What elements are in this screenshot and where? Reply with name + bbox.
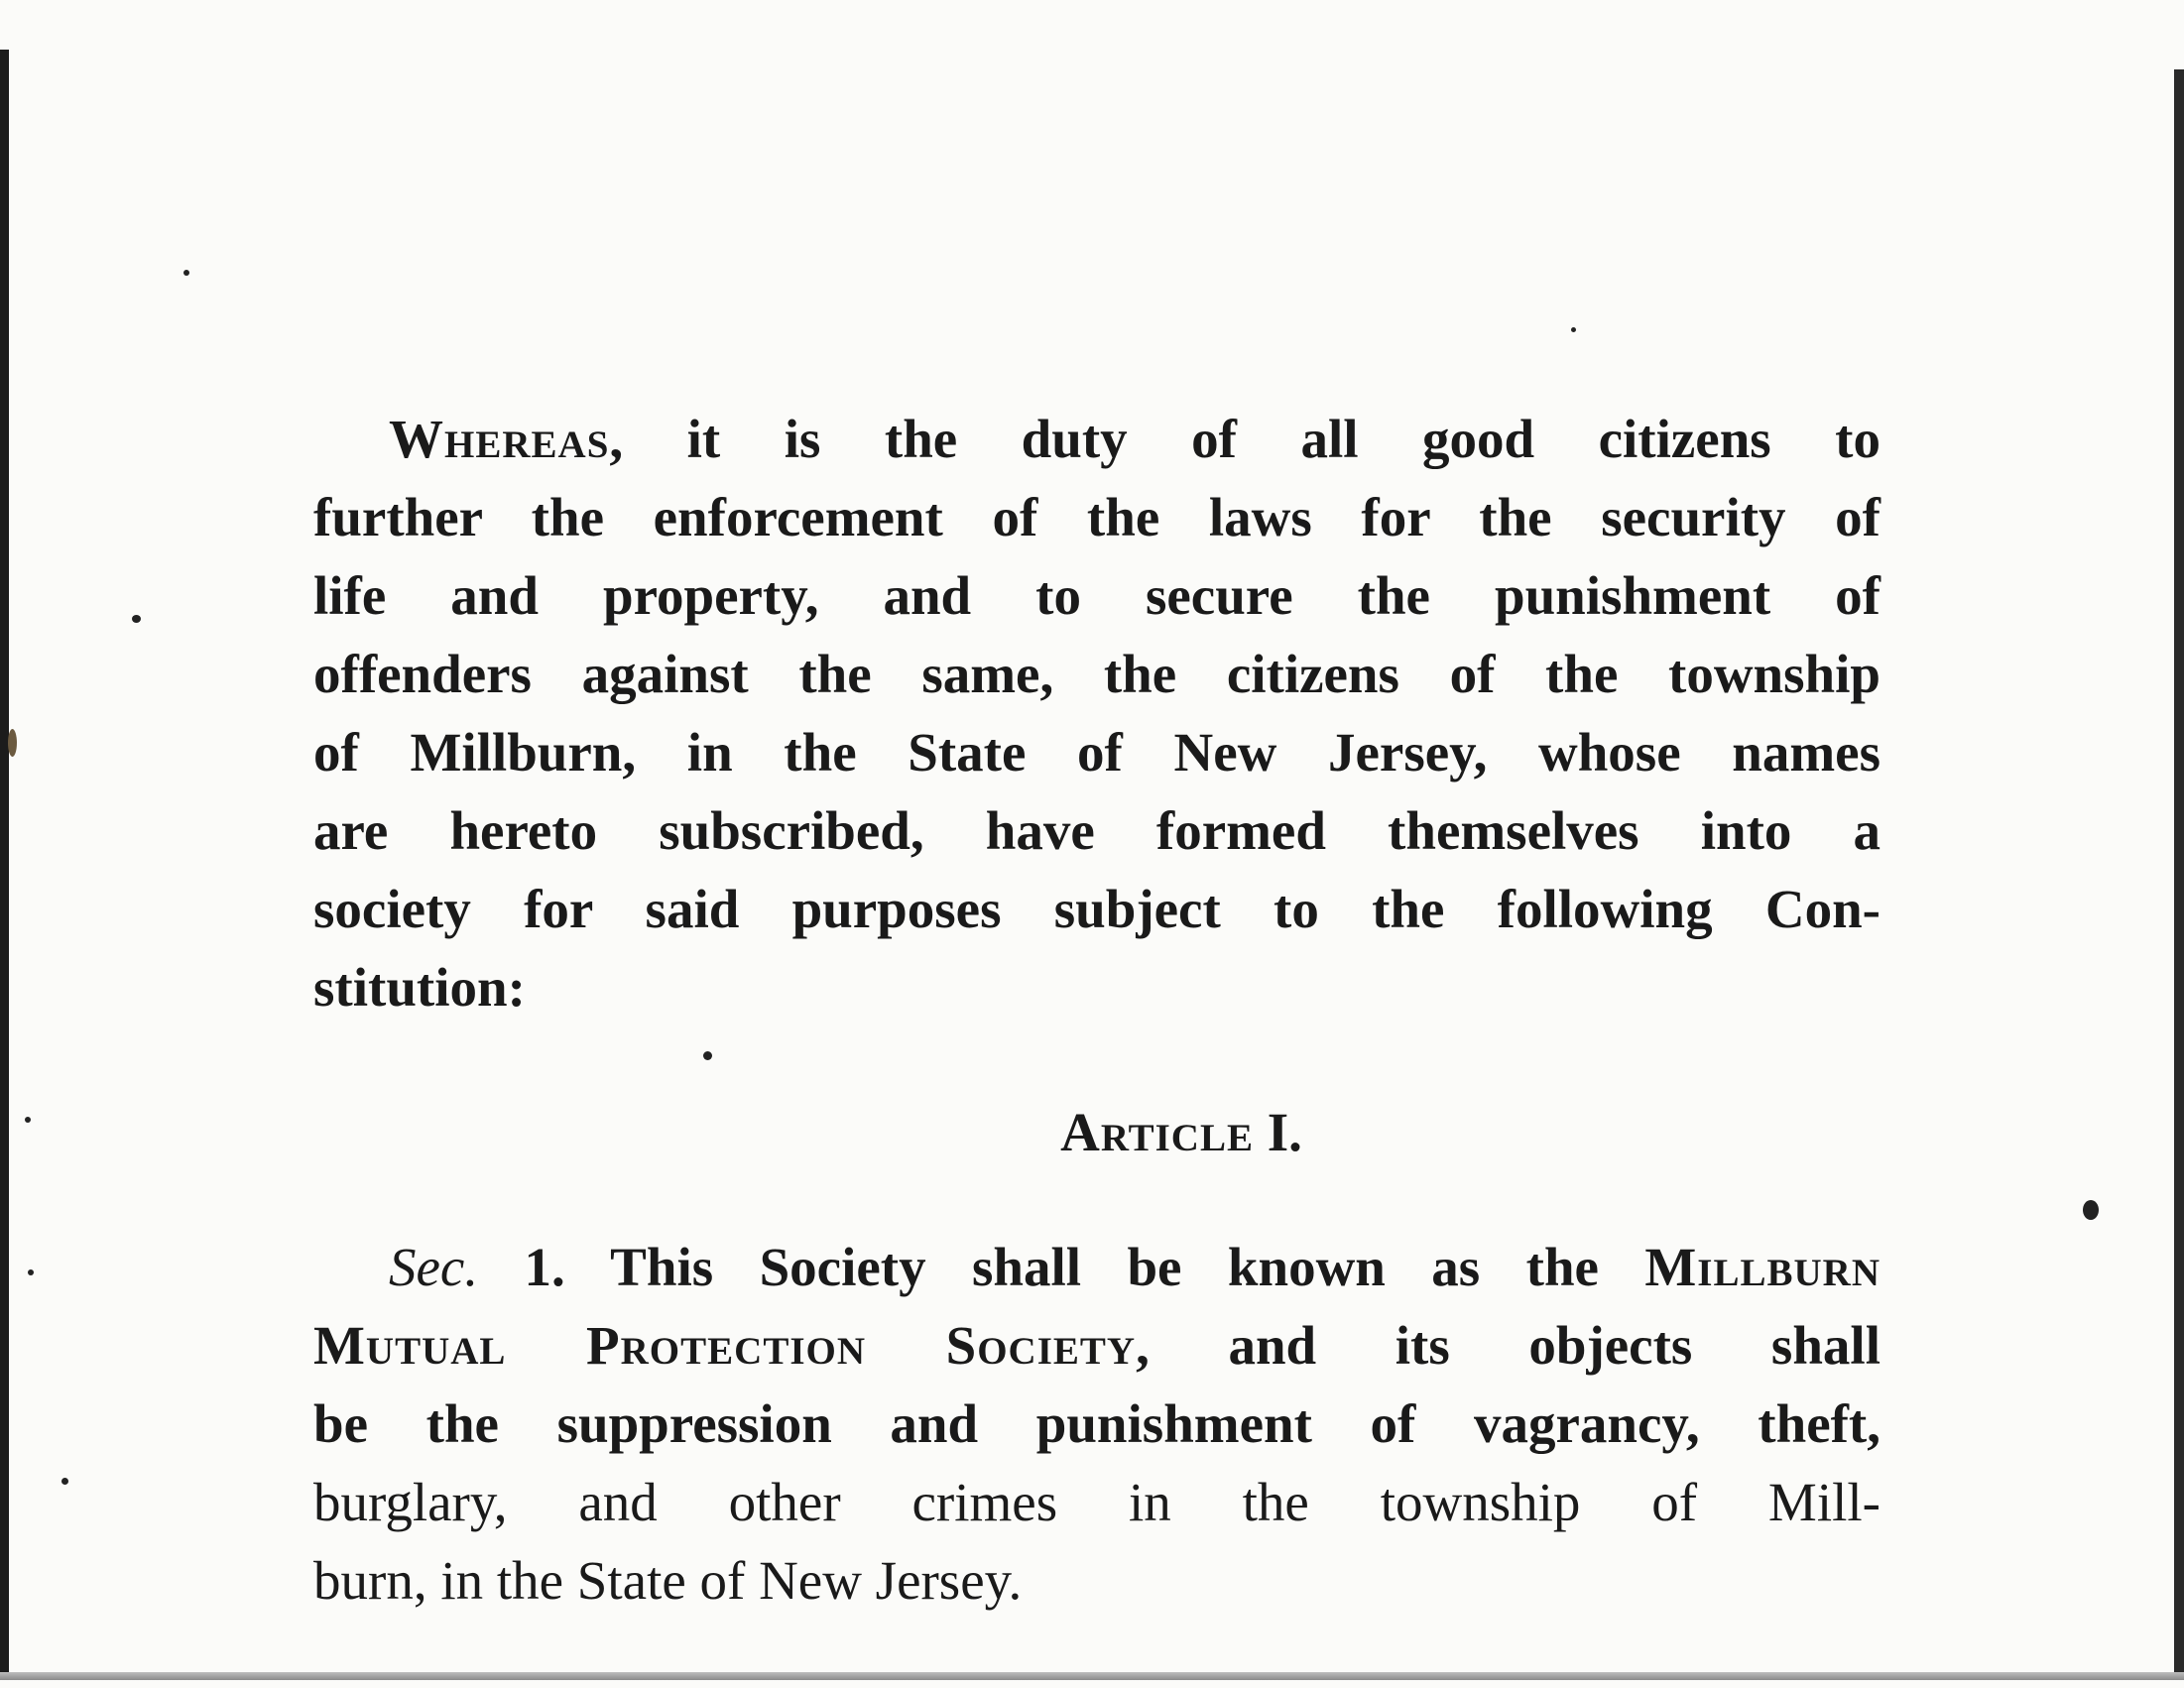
section-1-paragraph <box>313 1228 1881 1620</box>
line-text: , it is the duty of all good citizens to <box>609 409 1881 469</box>
preamble-paragraph <box>313 400 1881 1026</box>
whereas-word: Whereas <box>389 409 610 469</box>
preamble-line: life and property, and to secure the punishment of <box>313 565 1881 626</box>
preamble-line: of Millburn, in the State of New Jersey, whose names <box>313 722 1881 783</box>
section-line: be the suppression and punishment of vagrancy, theft, <box>313 1393 1881 1454</box>
speck <box>703 1051 712 1060</box>
preamble-line: society for said purposes subject to the following Con- <box>313 879 1881 939</box>
section-line <box>313 1306 1881 1385</box>
speck <box>1571 327 1576 332</box>
preamble-line: further the enforcement of the laws for the security of <box>313 487 1881 547</box>
preamble-line: offenders against the same, the citizens of the township <box>313 644 1881 704</box>
line-text: , and its objects shall <box>1136 1315 1881 1376</box>
line-text: 1. This Society shall be known as the <box>478 1237 1645 1297</box>
speck <box>28 1269 34 1275</box>
article-label: Article <box>1060 1102 1254 1162</box>
speck <box>183 270 189 276</box>
preamble-line: are hereto subscribed, have formed themselves into a <box>313 800 1881 861</box>
article-heading <box>0 1101 2184 1163</box>
scan-border-bottom <box>0 1672 2184 1680</box>
speck <box>61 1478 68 1485</box>
scan-border-left <box>0 50 9 1676</box>
preamble-line: stitution: <box>313 957 526 1018</box>
sec-label: Sec. <box>389 1237 479 1297</box>
section-line <box>313 1228 1881 1306</box>
preamble-line <box>313 400 1881 478</box>
speck <box>132 615 141 623</box>
section-line: burn, in the State of New Jersey. <box>313 1550 1023 1611</box>
scan-border-right <box>2174 69 2184 1676</box>
society-name: Mutual Protection Society <box>313 1315 1137 1376</box>
speck <box>2083 1200 2099 1220</box>
speck <box>8 729 17 757</box>
society-name: Millburn <box>1644 1237 1881 1297</box>
article-number: I. <box>1267 1102 1302 1162</box>
section-line: burglary, and other crimes in the township of Mill- <box>313 1472 1881 1532</box>
